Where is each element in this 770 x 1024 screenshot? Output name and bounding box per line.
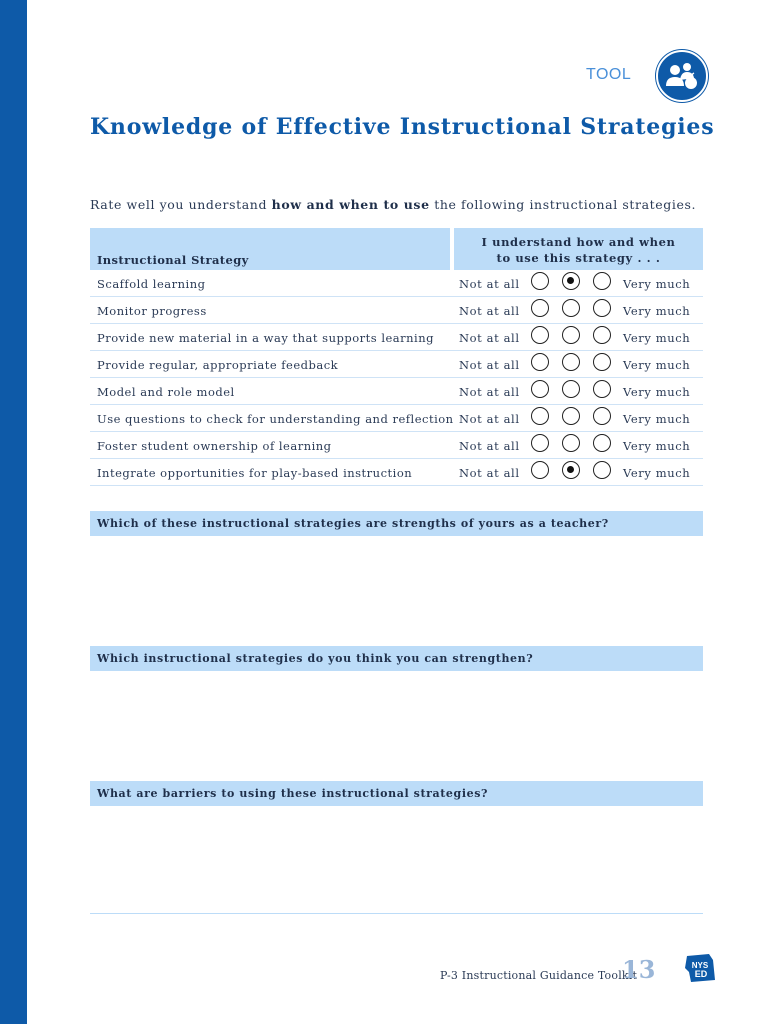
rating-radio-1[interactable] xyxy=(531,326,549,344)
header-rating-line1: I understand how and when xyxy=(481,235,676,249)
rating-radio-3[interactable] xyxy=(593,407,611,425)
scale-high-label: Very much xyxy=(623,304,691,318)
strategy-label: Provide new material in a way that supports learning xyxy=(97,331,435,345)
scale-low-label: Not at all xyxy=(459,439,520,453)
rating-radio-2[interactable] xyxy=(562,380,580,398)
scale-high-label: Very much xyxy=(623,331,691,345)
scale-low-label: Not at all xyxy=(459,277,520,291)
table-row xyxy=(90,297,703,324)
table-body xyxy=(90,270,703,486)
intro-after: the following instructional strategies. xyxy=(429,197,697,212)
scale-high-label: Very much xyxy=(623,412,691,426)
table-row xyxy=(90,432,703,459)
table-row xyxy=(90,270,703,297)
rating-radio-2[interactable] xyxy=(562,272,580,290)
rating-radio-1[interactable] xyxy=(531,407,549,425)
rating-radio-3[interactable] xyxy=(593,461,611,479)
rating-radio-3[interactable] xyxy=(593,326,611,344)
rating-radio-3[interactable] xyxy=(593,353,611,371)
question-strengthen: Which instructional strategies do you think you can strengthen? xyxy=(97,652,534,665)
strategy-label: Foster student ownership of learning xyxy=(97,439,332,453)
scale-low-label: Not at all xyxy=(459,412,520,426)
strategy-label: Integrate opportunities for play-based instruction xyxy=(97,466,413,480)
strategy-rating-table xyxy=(90,228,703,486)
intro-bold: how and when to use xyxy=(271,197,430,212)
scale-high-label: Very much xyxy=(623,358,691,372)
table-header xyxy=(90,228,703,270)
question-bar-strengthen xyxy=(90,646,703,671)
page-title: Knowledge of Effective Instructional Strategies xyxy=(90,114,715,140)
header-rating-line2: to use this strategy . . . xyxy=(496,251,661,265)
nysed-logo-icon xyxy=(683,950,719,986)
rating-radio-2[interactable] xyxy=(562,434,580,452)
footer-toolkit-title: P-3 Instructional Guidance Toolkit xyxy=(440,969,638,982)
strategy-label: Use questions to check for understanding and reflection xyxy=(97,412,454,426)
rating-radio-1[interactable] xyxy=(531,380,549,398)
rating-radio-1[interactable] xyxy=(531,299,549,317)
question-strengths: Which of these instructional strategies are strengths of yours as a teacher? xyxy=(97,517,609,530)
intro-text xyxy=(90,197,710,212)
table-row xyxy=(90,324,703,351)
svg-text:ED: ED xyxy=(694,969,708,979)
rating-radio-1[interactable] xyxy=(531,272,549,290)
rating-radio-2[interactable] xyxy=(562,299,580,317)
header-strategy-cell xyxy=(90,228,450,270)
tool-label: TOOL xyxy=(586,66,632,83)
question-bar-barriers xyxy=(90,781,703,806)
table-row xyxy=(90,351,703,378)
scale-low-label: Not at all xyxy=(459,304,520,318)
rating-radio-2[interactable] xyxy=(562,461,580,479)
page-number: 13 xyxy=(622,955,656,984)
rating-radio-2[interactable] xyxy=(562,407,580,425)
strategy-label: Monitor progress xyxy=(97,304,207,318)
strategy-label: Provide regular, appropriate feedback xyxy=(97,358,339,372)
rating-radio-3[interactable] xyxy=(593,272,611,290)
scale-high-label: Very much xyxy=(623,466,691,480)
scale-low-label: Not at all xyxy=(459,466,520,480)
rating-radio-3[interactable] xyxy=(593,380,611,398)
scale-high-label: Very much xyxy=(623,439,691,453)
scale-low-label: Not at all xyxy=(459,358,520,372)
header-strategy-label: Instructional Strategy xyxy=(97,253,249,267)
rating-radio-2[interactable] xyxy=(562,326,580,344)
people-apple-icon xyxy=(656,50,708,102)
scale-high-label: Very much xyxy=(623,277,691,291)
strategy-label: Model and role model xyxy=(97,385,235,399)
rating-radio-1[interactable] xyxy=(531,461,549,479)
rating-radio-3[interactable] xyxy=(593,299,611,317)
strategy-label: Scaffold learning xyxy=(97,277,206,291)
rating-radio-1[interactable] xyxy=(531,353,549,371)
table-row xyxy=(90,405,703,432)
question-bar-strengths xyxy=(90,511,703,536)
rating-radio-2[interactable] xyxy=(562,353,580,371)
scale-high-label: Very much xyxy=(623,385,691,399)
rating-radio-1[interactable] xyxy=(531,434,549,452)
svg-text:NYS: NYS xyxy=(691,961,709,970)
rating-radio-3[interactable] xyxy=(593,434,611,452)
scale-low-label: Not at all xyxy=(459,385,520,399)
table-row xyxy=(90,459,703,486)
header-rating-cell xyxy=(454,228,703,270)
table-row xyxy=(90,378,703,405)
left-accent-bar xyxy=(0,0,27,1024)
question-barriers: What are barriers to using these instructional strategies? xyxy=(97,787,489,800)
bottom-divider xyxy=(90,913,703,914)
scale-low-label: Not at all xyxy=(459,331,520,345)
intro-before: Rate well you understand xyxy=(90,197,272,212)
